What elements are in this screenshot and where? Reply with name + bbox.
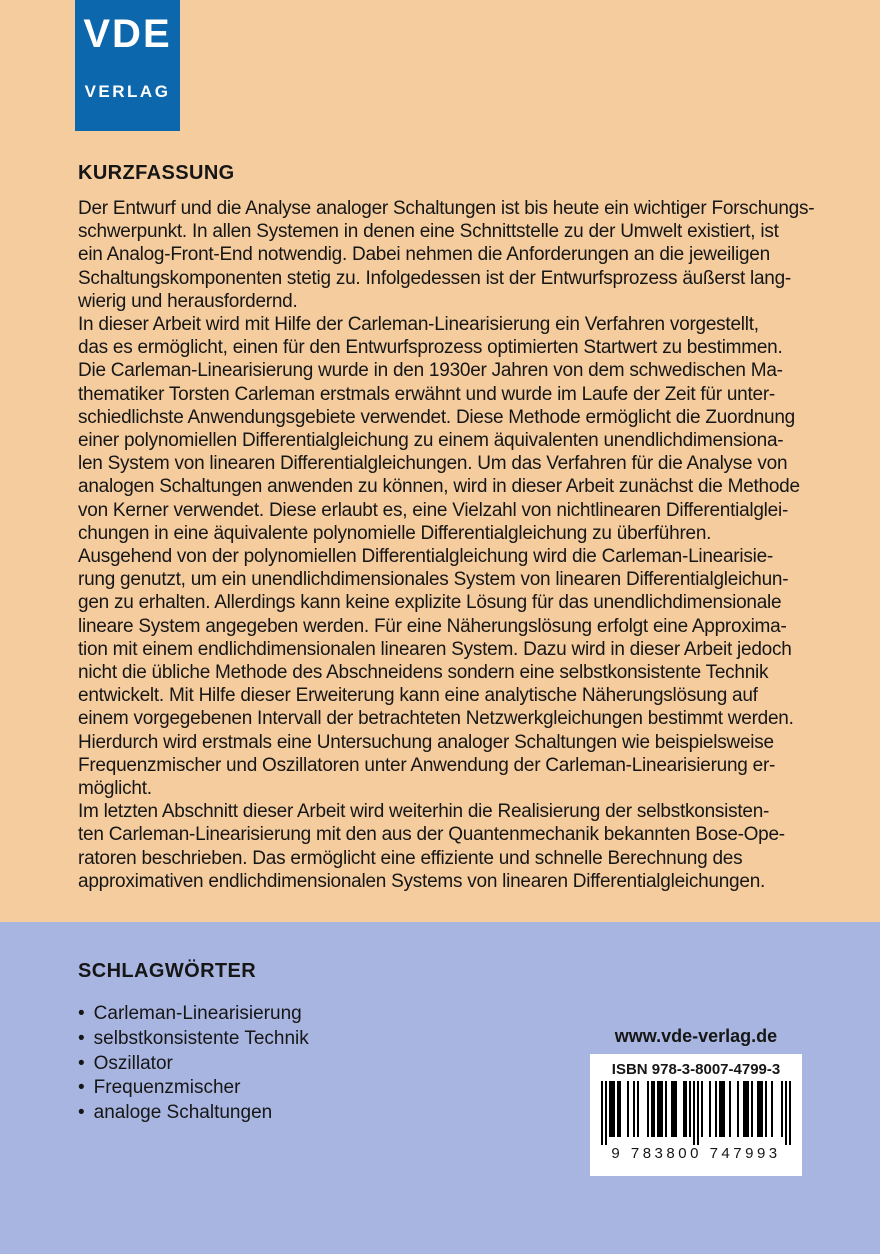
abstract-line: einer polynomiellen Differentialgleichung zu einem äquivalenten unendlichdimensiona-	[78, 430, 784, 452]
bullet-icon: •	[78, 1077, 85, 1099]
keywords-heading: SCHLAGWÖRTER	[78, 960, 257, 982]
abstract-line: Die Carleman-Linearisierung wurde in den 1930er Jahren von dem schwedischen Ma-	[78, 360, 783, 382]
abstract-line: ratoren beschrieben. Das ermöglicht eine effiziente und schnelle Berechnung des	[78, 847, 743, 869]
abstract-line: analogen Schaltungen anwenden zu können, wird in dieser Arbeit zunächst die Methode	[78, 476, 800, 498]
abstract-line: Ausgehend von der polynomiellen Differentialgleichung wird die Carleman-Linearisie-	[78, 546, 773, 568]
abstract-line: approximativen endlichdimensionalen Systems von linearen Differentialgleichungen.	[78, 870, 766, 892]
abstract-line: schwerpunkt. In allen Systemen in denen eine Schnittstelle zu der Umwelt existiert, ist	[78, 221, 779, 243]
ean13-barcode	[601, 1081, 791, 1145]
abstract-line: Im letzten Abschnitt dieser Arbeit wird weiterhin die Realisierung der selbstkonsisten-	[78, 801, 770, 823]
abstract-line: einem vorgegebenen Intervall der betrachteten Netzwerkgleichungen bestimmt werden.	[78, 708, 794, 730]
abstract-line: Hierdurch wird erstmals eine Untersuchung analoger Schaltungen wie beispielsweise	[78, 731, 774, 753]
isbn-label: ISBN 978-3-8007-4799-3	[611, 1061, 781, 1078]
keyword-item	[78, 1052, 309, 1077]
logo-text-verlag: VERLAG	[84, 82, 171, 101]
logo-text-vde: VDE	[83, 12, 172, 56]
keywords-section	[0, 922, 880, 1254]
abstract-line: tion mit einem endlichdimensionalen linearen System. Dazu wird in dieser Arbeit jedoch	[78, 638, 792, 660]
abstract-line: chungen in eine äquivalente polynomielle Differentialgleichung zu überführen.	[78, 522, 712, 544]
abstract-line: nicht die übliche Methode des Abschneidens sondern eine selbstkonsistente Technik	[78, 662, 769, 684]
bullet-icon: •	[78, 1102, 85, 1124]
abstract-line: len System von linearen Differentialgleichungen. Um das Verfahren für die Analyse von	[78, 453, 788, 475]
abstract-line: das es ermöglicht, einen für den Entwurfsprozess optimierten Startwert zu bestimmen.	[78, 337, 783, 359]
barcode-number: 9 783800 747993	[611, 1145, 781, 1162]
keyword-item	[78, 1002, 309, 1027]
abstract-heading: KURZFASSUNG	[78, 162, 235, 184]
abstract-line: entwickelt. Mit Hilfe dieser Erweiterung kann eine analytische Näherungslösung auf	[78, 685, 758, 707]
publisher-website: www.vde-verlag.de	[614, 1026, 778, 1046]
abstract-line: Schaltungskomponenten stetig zu. Infolgedessen ist der Entwurfsprozess äußerst lang-	[78, 267, 792, 289]
abstract-line: thematiker Torsten Carleman erstmals erwähnt und wurde im Laufe der Zeit für unter-	[78, 383, 775, 405]
abstract-line: wierig und herausfordernd.	[78, 290, 298, 312]
abstract-text	[78, 197, 853, 893]
bullet-icon: •	[78, 1052, 85, 1074]
abstract-line: möglicht.	[78, 778, 152, 800]
abstract-line: von Kerner verwendet. Diese erlaubt es, eine Vielzahl von nichtlinearen Differentialglei-	[78, 499, 789, 521]
keyword-label: analoge Schaltungen	[93, 1102, 273, 1124]
keyword-item	[78, 1101, 309, 1126]
vde-logo	[75, 0, 180, 131]
keyword-item	[78, 1076, 309, 1101]
keyword-label: Frequenzmischer	[93, 1077, 241, 1099]
abstract-line: Frequenzmischer und Oszillatoren unter Anwendung der Carleman-Linearisierung er-	[78, 754, 776, 776]
keyword-item	[78, 1027, 309, 1052]
abstract-line: Der Entwurf und die Analyse analoger Schaltungen ist bis heute ein wichtiger Forschungs-	[78, 198, 815, 219]
bullet-icon: •	[78, 1027, 85, 1049]
abstract-line: rung genutzt, um ein unendlichdimensionales System von linearen Differentialgleichun-	[78, 569, 789, 591]
keyword-label: selbstkonsistente Technik	[93, 1027, 309, 1049]
abstract-line: schiedlichste Anwendungsgebiete verwendet. Diese Methode ermöglicht die Zuordnung	[78, 406, 795, 428]
keyword-label: Oszillator	[93, 1052, 173, 1074]
abstract-line: lineare System angegeben werden. Für eine Näherungslösung erfolgt eine Approxima-	[78, 615, 787, 637]
abstract-line: gen zu erhalten. Allerdings kann keine explizite Lösung für das unendlichdimensionale	[78, 592, 782, 614]
abstract-line: ein Analog-Front-End notwendig. Dabei nehmen die Anforderungen an die jeweiligen	[78, 244, 770, 266]
abstract-line: ten Carleman-Linearisierung mit den aus der Quantenmechanik bekannten Bose-Ope-	[78, 824, 785, 846]
bullet-icon: •	[78, 1003, 85, 1024]
keywords-list	[78, 1002, 309, 1126]
abstract-line: In dieser Arbeit wird mit Hilfe der Carleman-Linearisierung ein Verfahren vorgestellt,	[78, 314, 759, 336]
barcode-box	[590, 1054, 802, 1176]
keyword-label: Carleman-Linearisierung	[93, 1003, 302, 1024]
